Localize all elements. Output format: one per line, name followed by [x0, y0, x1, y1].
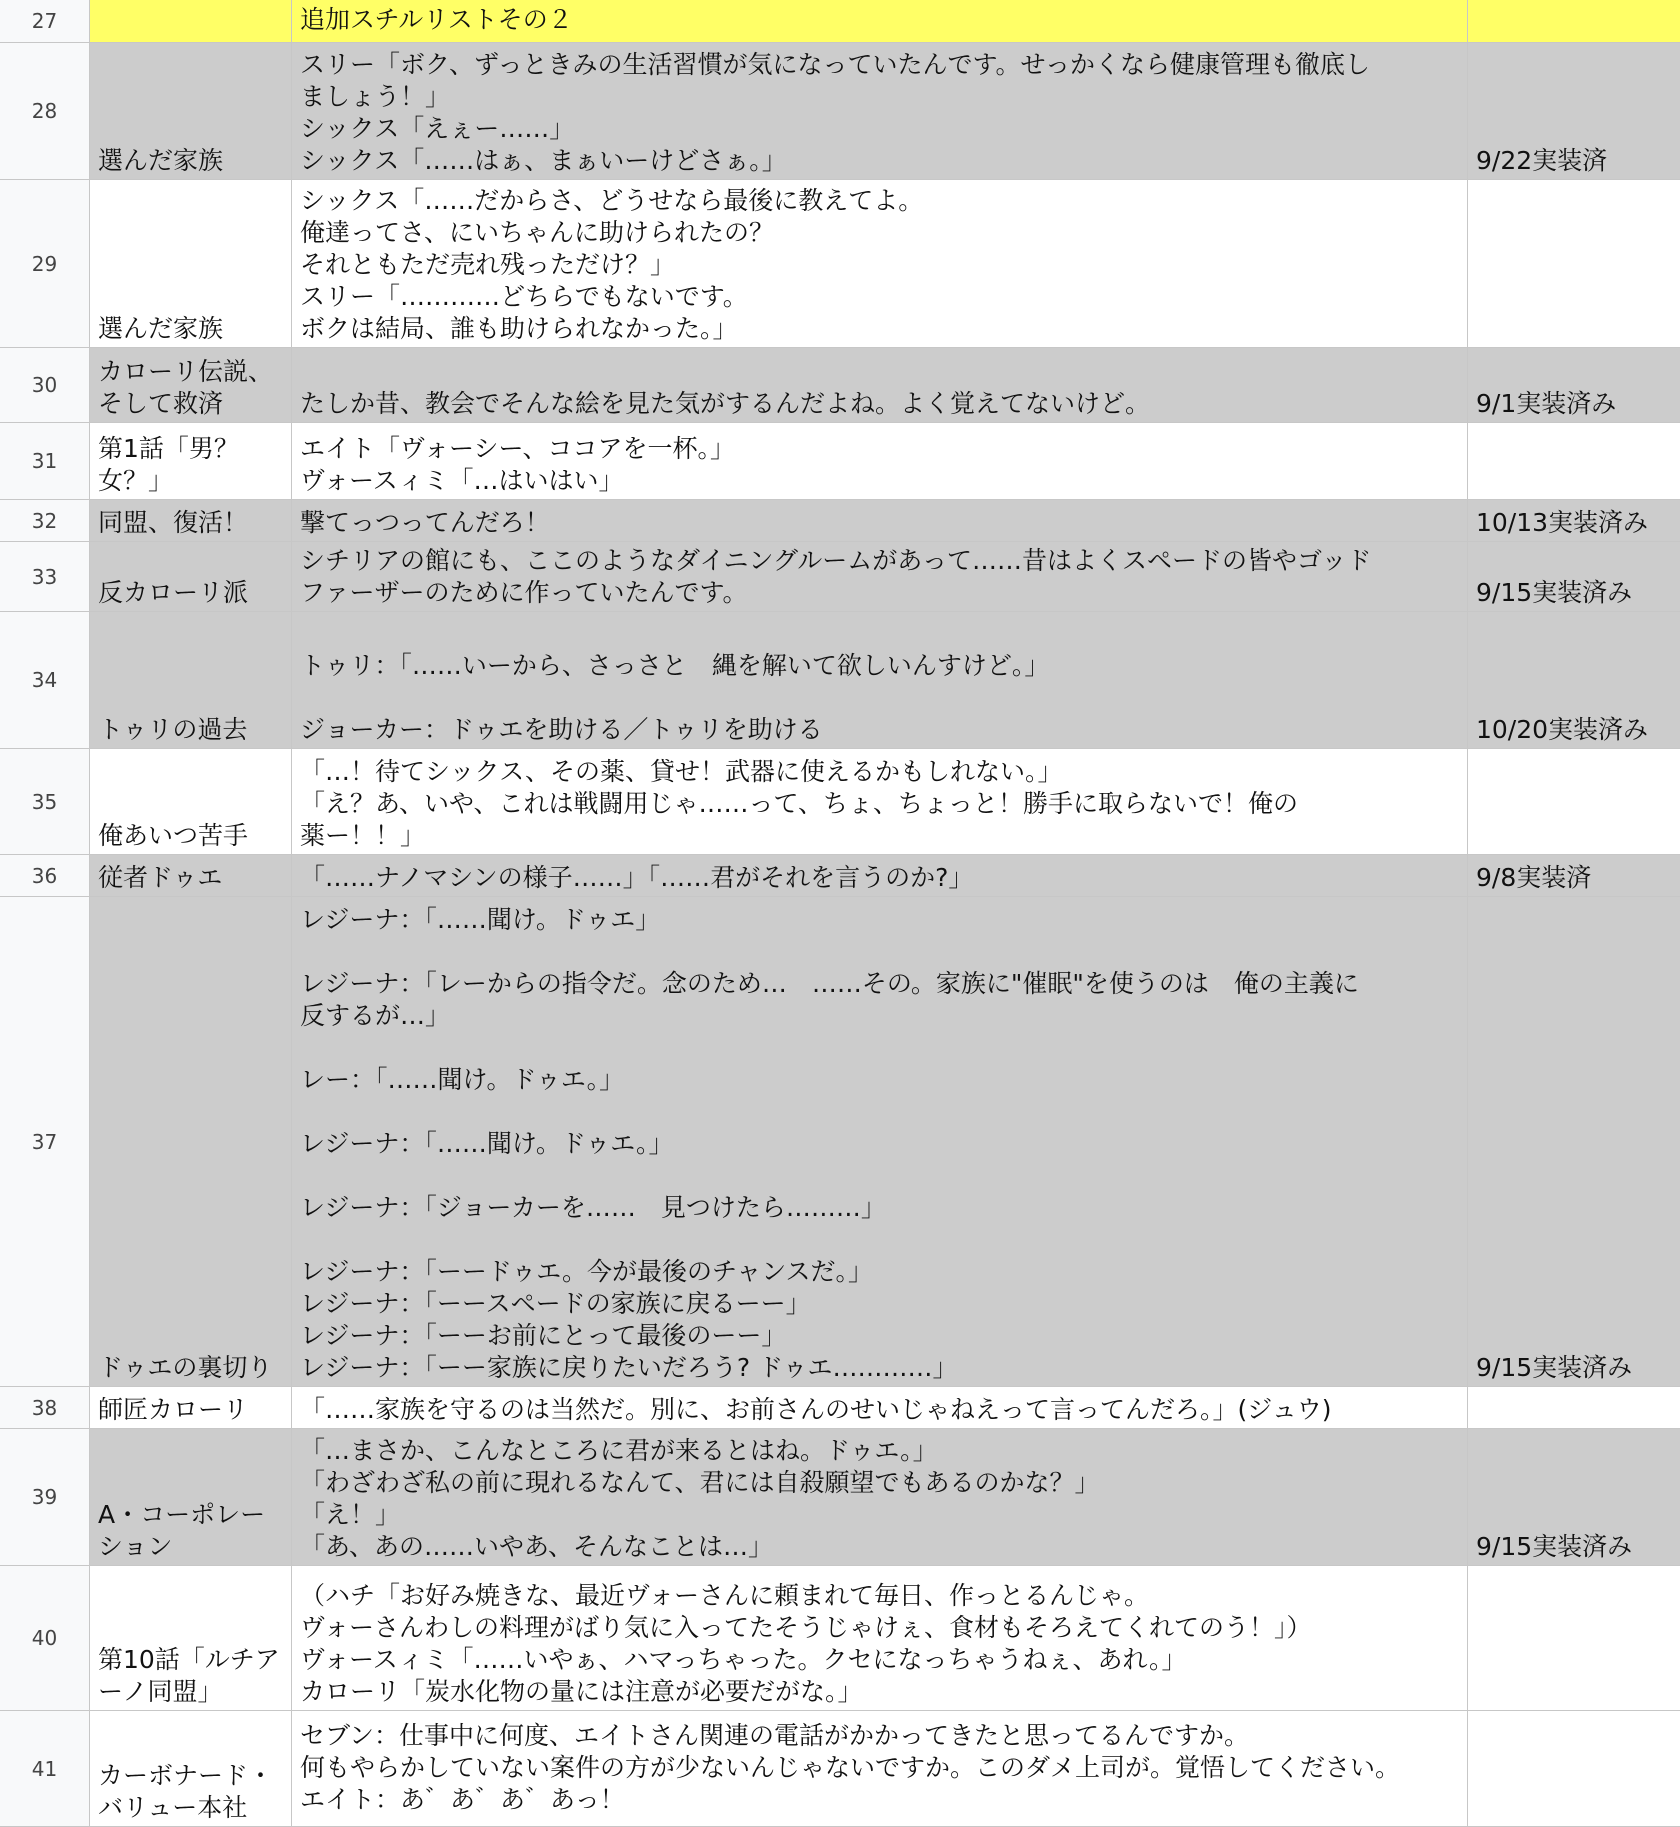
- cell-dialogue-text: たしか昔、教会でそんな絵を見た気がするんだよね。よく覚えてないけど。: [300, 389, 1151, 418]
- row-number[interactable]: 28: [0, 43, 90, 180]
- table-row: [0, 500, 1680, 542]
- cell-title-text: 従者ドゥエ: [98, 863, 223, 892]
- cell-status-text: 9/1実装済み: [1476, 389, 1617, 418]
- cell-dialogue[interactable]: [292, 1429, 1468, 1566]
- cell-dialogue[interactable]: [292, 423, 1468, 500]
- cell-status-text: 10/20実装済み: [1476, 715, 1649, 744]
- cell-dialogue[interactable]: [292, 348, 1468, 423]
- cell-title[interactable]: [90, 1566, 292, 1711]
- cell-title-text: トゥリの過去: [98, 715, 248, 744]
- cell-dialogue-text: エイト「ヴォーシー、ココアを一杯。」 ヴォースィミ「…はいはい」: [300, 434, 736, 495]
- table-row: [0, 348, 1680, 423]
- table-row: [0, 43, 1680, 180]
- cell-dialogue-text: 「……ナノマシンの様子……」「……君がそれを言うのか?」: [300, 863, 974, 892]
- cell-dialogue[interactable]: [292, 612, 1468, 749]
- cell-title[interactable]: [90, 1711, 292, 1827]
- cell-title[interactable]: [90, 348, 292, 423]
- cell-status[interactable]: [1468, 1566, 1680, 1711]
- cell-dialogue[interactable]: [292, 1711, 1468, 1827]
- cell-title[interactable]: [90, 855, 292, 897]
- row-number[interactable]: 33: [0, 542, 90, 612]
- cell-status[interactable]: [1468, 1711, 1680, 1827]
- cell-status[interactable]: [1468, 612, 1680, 749]
- table-row: [0, 1387, 1680, 1429]
- cell-status-text: 9/22実装済: [1476, 146, 1608, 175]
- cell-status[interactable]: [1468, 897, 1680, 1387]
- row-number[interactable]: 35: [0, 749, 90, 855]
- cell-status[interactable]: [1468, 180, 1680, 348]
- cell-title[interactable]: [90, 749, 292, 855]
- cell-title-text: 俺あいつ苦手: [98, 821, 249, 850]
- cell-title-text: カローリ伝説、そして救済: [98, 357, 274, 418]
- row-number[interactable]: 38: [0, 1387, 90, 1429]
- cell-dialogue[interactable]: [292, 0, 1468, 43]
- cell-title-text: ドゥエの裏切り: [98, 1353, 273, 1382]
- cell-title-text: A・コーポレーション: [98, 1500, 266, 1561]
- cell-title-text: 反カローリ派: [98, 578, 249, 607]
- table-row: [0, 749, 1680, 855]
- cell-dialogue-text: シチリアの館にも、ここのようなダイニングルームがあって……昔はよくスペードの皆やゴッド ファーザーのために作っていたんです。: [300, 546, 1372, 607]
- cell-dialogue[interactable]: [292, 542, 1468, 612]
- cell-dialogue[interactable]: [292, 1387, 1468, 1429]
- cell-status[interactable]: [1468, 500, 1680, 542]
- row-number[interactable]: 40: [0, 1566, 90, 1711]
- cell-title-text: 同盟、復活！: [98, 508, 249, 537]
- row-number[interactable]: 41: [0, 1711, 90, 1827]
- table-row: [0, 612, 1680, 749]
- cell-title-text: 師匠カローリ: [98, 1395, 249, 1424]
- cell-dialogue[interactable]: [292, 855, 1468, 897]
- table-row: [0, 1429, 1680, 1566]
- cell-status[interactable]: [1468, 855, 1680, 897]
- table-row: [0, 423, 1680, 500]
- row-number[interactable]: 32: [0, 500, 90, 542]
- cell-dialogue-text: （ハチ「お好み焼きな、最近ヴォーさんに頼まれて毎日、作っとるんじゃ。 ヴォーさんわしの料理がばり気に入ってたそうじゃけぇ、食材もそろえてくれてのう！」） ヴォースィミ「……いやぁ、ハマっちゃった。クセになっちゃうねぇ、あれ。」 カローリ「炭水化物の量には注意が必要だがな。」: [300, 1581, 1312, 1706]
- cell-title[interactable]: [90, 542, 292, 612]
- cell-status[interactable]: [1468, 1429, 1680, 1566]
- cell-dialogue-text: レジーナ：「……聞け。ドゥエ」 レジーナ：「レーからの指令だ。念のため… ……その。家族に"催眠"を使うのは 俺の主義に 反するが…」 レー：「……聞け。ドゥエ。」 レジーナ：「……聞け。ドゥエ。」 レジーナ：「ジョーカーを…… 見つけたら………」 レジーナ：「ーードゥエ。今が最後のチャンスだ。」 レジーナ：「ーースペードの家族に戻るーー」 レジーナ：「ーーお前にとって最後のーー」 レジーナ：「ーー家族に戻りたいだろう? ドゥエ…………」: [300, 905, 1359, 1382]
- cell-dialogue-text: 追加スチルリストその２: [300, 5, 573, 34]
- cell-dialogue[interactable]: [292, 897, 1468, 1387]
- cell-title[interactable]: [90, 1387, 292, 1429]
- row-number[interactable]: 37: [0, 897, 90, 1387]
- cell-title[interactable]: [90, 180, 292, 348]
- row-number[interactable]: 36: [0, 855, 90, 897]
- cell-title-text: 選んだ家族: [98, 314, 224, 343]
- cell-title-text: 第10話「ルチアーノ同盟」: [98, 1645, 280, 1706]
- cell-title[interactable]: [90, 897, 292, 1387]
- row-number[interactable]: 39: [0, 1429, 90, 1566]
- cell-title[interactable]: [90, 423, 292, 500]
- cell-status[interactable]: [1468, 348, 1680, 423]
- table-row: [0, 897, 1680, 1387]
- table-row: [0, 542, 1680, 612]
- row-number[interactable]: 29: [0, 180, 90, 348]
- cell-status[interactable]: [1468, 0, 1680, 43]
- cell-dialogue[interactable]: [292, 1566, 1468, 1711]
- cell-dialogue-text: スリー「ボク、ずっときみの生活習慣が気になっていたんです。せっかくなら健康管理も徹底し ましょう！」 シックス「えぇー……」 シックス「……はぁ、まぁいーけどさぁ。」: [300, 50, 1371, 175]
- cell-status-text: 9/15実装済み: [1476, 1353, 1633, 1382]
- row-number[interactable]: 31: [0, 423, 90, 500]
- cell-dialogue-text: シックス「……だからさ、どうせなら最後に教えてよ。 俺達ってさ、にいちゃんに助けられたの？ それともただ売れ残っただけ？」 スリー「…………どちらでもないです。 ボクは結局、誰も助けられなかった。」: [300, 186, 924, 343]
- row-number[interactable]: 27: [0, 0, 90, 43]
- cell-status[interactable]: [1468, 43, 1680, 180]
- cell-status-text: 9/15実装済み: [1476, 1532, 1633, 1561]
- row-number[interactable]: 30: [0, 348, 90, 423]
- cell-title[interactable]: [90, 43, 292, 180]
- cell-title[interactable]: [90, 500, 292, 542]
- table-row: [0, 1711, 1680, 1827]
- cell-status[interactable]: [1468, 749, 1680, 855]
- cell-dialogue[interactable]: [292, 500, 1468, 542]
- table-row: [0, 1566, 1680, 1711]
- cell-status-text: 9/8実装済: [1476, 863, 1592, 892]
- cell-title[interactable]: [90, 1429, 292, 1566]
- cell-dialogue-text: 撃てっつってんだろ！: [300, 508, 550, 537]
- cell-dialogue-text: 「…！待てシックス、その薬、貸せ！武器に使えるかもしれない。」 「え？あ、いや、これは戦闘用じゃ……って、ちょ、ちょっと！勝手に取らないで！俺の 薬ー！！」: [300, 757, 1299, 850]
- cell-title-text: 第1話「男？女？」: [98, 434, 239, 495]
- cell-status[interactable]: [1468, 542, 1680, 612]
- cell-title[interactable]: [90, 612, 292, 749]
- cell-dialogue-text: セブン：仕事中に何度、エイトさん関連の電話がかかってきたと思ってるんですか。 何もやらかしていない案件の方が少ないんじゃないですか。このダメ上司が。覚悟してください。 エイト：あ゛あ゛あ゛あっ！: [300, 1721, 1401, 1814]
- cell-status-text: 9/15実装済み: [1476, 578, 1633, 607]
- cell-dialogue[interactable]: [292, 43, 1468, 180]
- cell-dialogue-text: 「…まさか、こんなところに君が来るとはね。ドゥエ。」 「わざわざ私の前に現れるなんて、君には自殺願望でもあるのかな？」 「え！」 「あ、あの……いやあ、そんなことは…」: [300, 1436, 1100, 1561]
- cell-dialogue-text: 「……家族を守るのは当然だ。別に、お前さんのせいじゃねえって言ってんだろ。」(ジュウ): [300, 1395, 1332, 1424]
- table-row: [0, 180, 1680, 348]
- cell-status[interactable]: [1468, 1387, 1680, 1429]
- table-row: [0, 0, 1680, 43]
- table-row: [0, 855, 1680, 897]
- row-number[interactable]: 34: [0, 612, 90, 749]
- cell-status[interactable]: [1468, 423, 1680, 500]
- cell-dialogue[interactable]: [292, 180, 1468, 348]
- cell-title-text: カーボナード・バリュー本社: [98, 1761, 274, 1822]
- cell-dialogue-text: トゥリ：「……いーから、さっさと 縄を解いて欲しいんすけど。」 ジョーカー：ドゥエを助ける／トゥリを助ける: [300, 651, 1050, 744]
- cell-title-text: 選んだ家族: [98, 146, 224, 175]
- cell-dialogue[interactable]: [292, 749, 1468, 855]
- cell-status-text: 10/13実装済み: [1476, 508, 1649, 537]
- cell-title[interactable]: [90, 0, 292, 43]
